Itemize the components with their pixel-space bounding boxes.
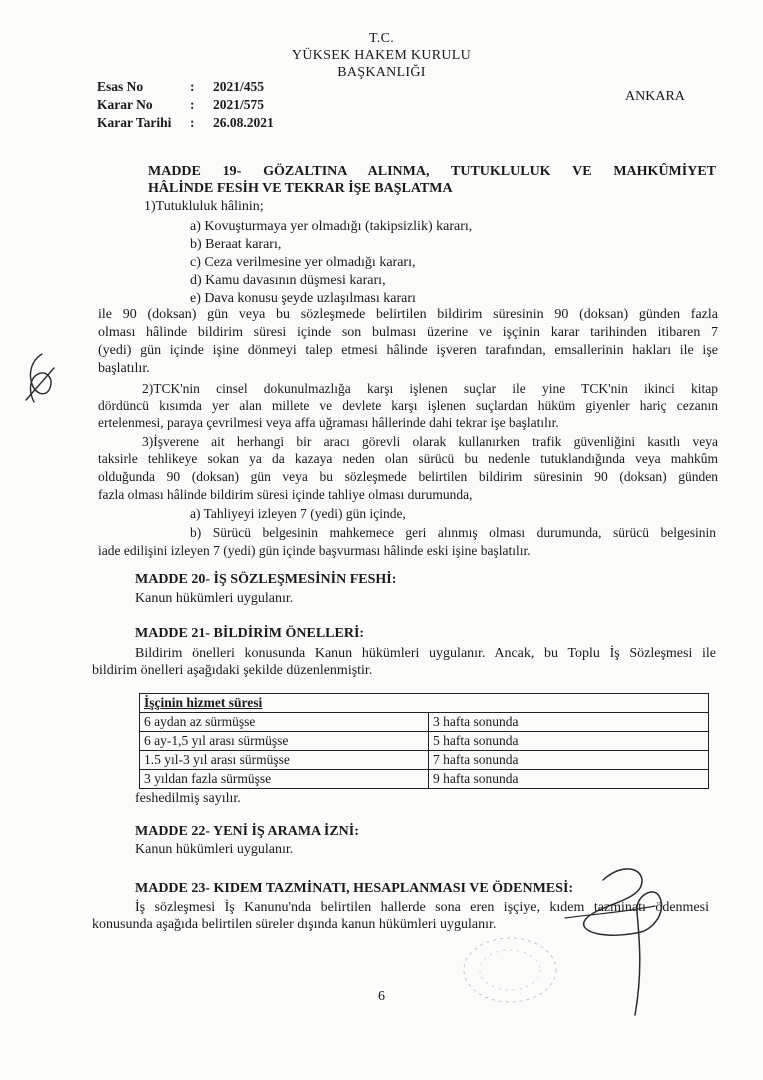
page-number: 6: [378, 989, 385, 1004]
madde19-p1-line: (yedi) gün içinde işine dönmeyi talep etmesi hâlinde işveren tarafından, emsallerinin hakları ile işe: [98, 343, 718, 358]
madde19-item-a: a) Kovuşturmaya yer olmadığı (takipsizlik) kararı,: [190, 219, 473, 234]
header-presidency: BAŞKANLIĞI: [337, 65, 426, 80]
duration-cell: 6 ay-1,5 yıl arası sürmüşse: [140, 732, 429, 751]
notice-cell: 5 hafta sonunda: [429, 732, 709, 751]
madde19-title-line2: HÂLİNDE FESİH VE TEKRAR İŞE BAŞLATMA: [148, 181, 453, 196]
madde19-item-d: d) Kamu davasının düşmesi kararı,: [190, 273, 386, 288]
notice-cell: 9 hafta sonunda: [429, 770, 709, 789]
madde22-title: MADDE 22- YENİ İŞ ARAMA İZNİ:: [135, 824, 359, 839]
madde23-body-line2: konusunda aşağıda belirtilen süreler dışında kanun hükümleri uygulanır.: [92, 917, 497, 932]
madde19-p2-line: 2)TCK'nin cinsel dokunulmazlığa karşı işlenen suçlar ile yine TCK'nin ikinci kitap: [142, 381, 718, 396]
header-institution: YÜKSEK HAKEM KURULU: [291, 48, 472, 63]
karar-no-value: 2021/575: [213, 97, 265, 112]
table-row: [140, 770, 709, 789]
madde19-p2-line: dördüncü kısımda yer alan millete ve devlete karşı işlenen suçlardan hüküm giyenler hariç cezanın: [98, 398, 718, 413]
notice-cell: 3 hafta sonunda: [429, 713, 709, 732]
madde19-item-b: b) Beraat kararı,: [190, 237, 282, 252]
meta-separator: :: [190, 79, 195, 94]
notice-cell: 7 hafta sonunda: [429, 751, 709, 770]
header-tc: T.C.: [368, 31, 395, 46]
table-row: [140, 713, 709, 732]
meta-separator: :: [190, 97, 195, 112]
table-row: [140, 732, 709, 751]
madde21-body-line1: Bildirim önelleri konusunda Kanun hükümleri uygulanır. Ancak, bu Toplu İş Sözleşmesi ile: [135, 646, 716, 661]
madde20-title: MADDE 20- İŞ SÖZLEŞMESİNİN FESHİ:: [135, 572, 397, 587]
handwritten-signature: [555, 840, 705, 1030]
duration-cell: 3 yıldan fazla sürmüşse: [140, 770, 429, 789]
madde19-p1-line: ile 90 (doksan) gün veya bu sözleşmede belirtilen bildirim süresinin 90 (doksan) günden fazla: [98, 307, 718, 322]
madde19-title-line1: MADDE 19- GÖZALTINA ALINMA, TUTUKLULUK VE MAHKÛMİYET: [148, 164, 716, 179]
madde22-body: Kanun hükümleri uygulanır.: [135, 842, 294, 857]
madde19-p3-item-b: b) Sürücü belgesinin mahkemece geri alınmış olması durumunda, sürücü belgesinin: [190, 525, 716, 540]
madde19-p3-line: fazla olması hâlinde bildirim süresi içinde tahliye olması durumunda,: [98, 487, 473, 502]
madde23-body-line1: İş sözleşmesi İş Kanunu'nda belirtilen hallerde sona eren işçiye, kıdem tazminatı ödenmesi: [135, 900, 709, 915]
madde21-after-table: feshedilmiş sayılır.: [135, 791, 241, 806]
city-label: ANKARA: [625, 89, 685, 104]
karar-tarihi-value: 26.08.2021: [213, 115, 274, 130]
madde19-item-e: e) Dava konusu şeyde uzlaşılması kararı: [190, 291, 416, 306]
madde19-p3-item-b-cont: iade edilişini izleyen 7 (yedi) gün içinde başvurması hâlinde eski işine başlatılır.: [98, 543, 531, 558]
duration-cell: 6 aydan az sürmüşse: [140, 713, 429, 732]
karar-no-label: Karar No: [97, 97, 153, 112]
madde19-p3-line: 3)İşverene ait herhangi bir aracı görevli olarak kullanırken trafik güvenliğini kasıtlı veya: [142, 434, 718, 449]
madde19-item-c: c) Ceza verilmesine yer olmadığı kararı,: [190, 255, 416, 270]
madde21-body-line2: bildirim önelleri aşağıdaki şekilde düzenlenmiştir.: [92, 663, 373, 678]
madde19-p3-line: olduğunda 90 (doksan) gün veya bu sözleşmede belirtilen bildirim süresinin 90 (doksan) günden: [98, 469, 718, 484]
margin-initial-signature: [20, 350, 60, 410]
madde21-title: MADDE 21- BİLDİRİM ÖNELLERİ:: [135, 626, 365, 641]
meta-separator: :: [190, 115, 195, 130]
table-row: [140, 751, 709, 770]
esas-no-value: 2021/455: [213, 79, 265, 94]
madde20-body: Kanun hükümleri uygulanır.: [135, 591, 294, 606]
table-header-cell: İşçinin hizmet süresi: [140, 694, 709, 713]
table-header-row: [140, 694, 709, 713]
notice-period-table: [139, 693, 709, 789]
karar-tarihi-label: Karar Tarihi: [97, 115, 172, 130]
madde23-title: MADDE 23- KIDEM TAZMİNATI, HESAPLANMASI VE ÖDENMESİ:: [135, 881, 574, 896]
madde19-p1-line: olması hâlinde bildirim süresi içinde son bulması üzerine ve işçinin karar tarihinden itibaren 7: [98, 325, 718, 340]
madde19-p1-intro: 1)Tutukluluk hâlinin;: [144, 199, 264, 214]
madde19-p3-line: taksirle tehlikeye sokan ya da kazaya neden olan sürücü bu nedenle tutuklandığında veya mahkûm: [98, 451, 718, 466]
faint-stamp: [455, 930, 565, 1010]
duration-cell: 1.5 yıl-3 yıl arası sürmüşse: [140, 751, 429, 770]
madde19-p2-line: ertelenmesi, paraya çevrilmesi veya affa uğraması hâllerinde dahi tekrar işe başlatılır.: [98, 415, 559, 430]
madde19-p3-item-a: a) Tahliyeyi izleyen 7 (yedi) gün içinde,: [190, 506, 406, 521]
esas-no-label: Esas No: [97, 79, 144, 94]
madde19-p1-line: başlatılır.: [98, 361, 150, 376]
